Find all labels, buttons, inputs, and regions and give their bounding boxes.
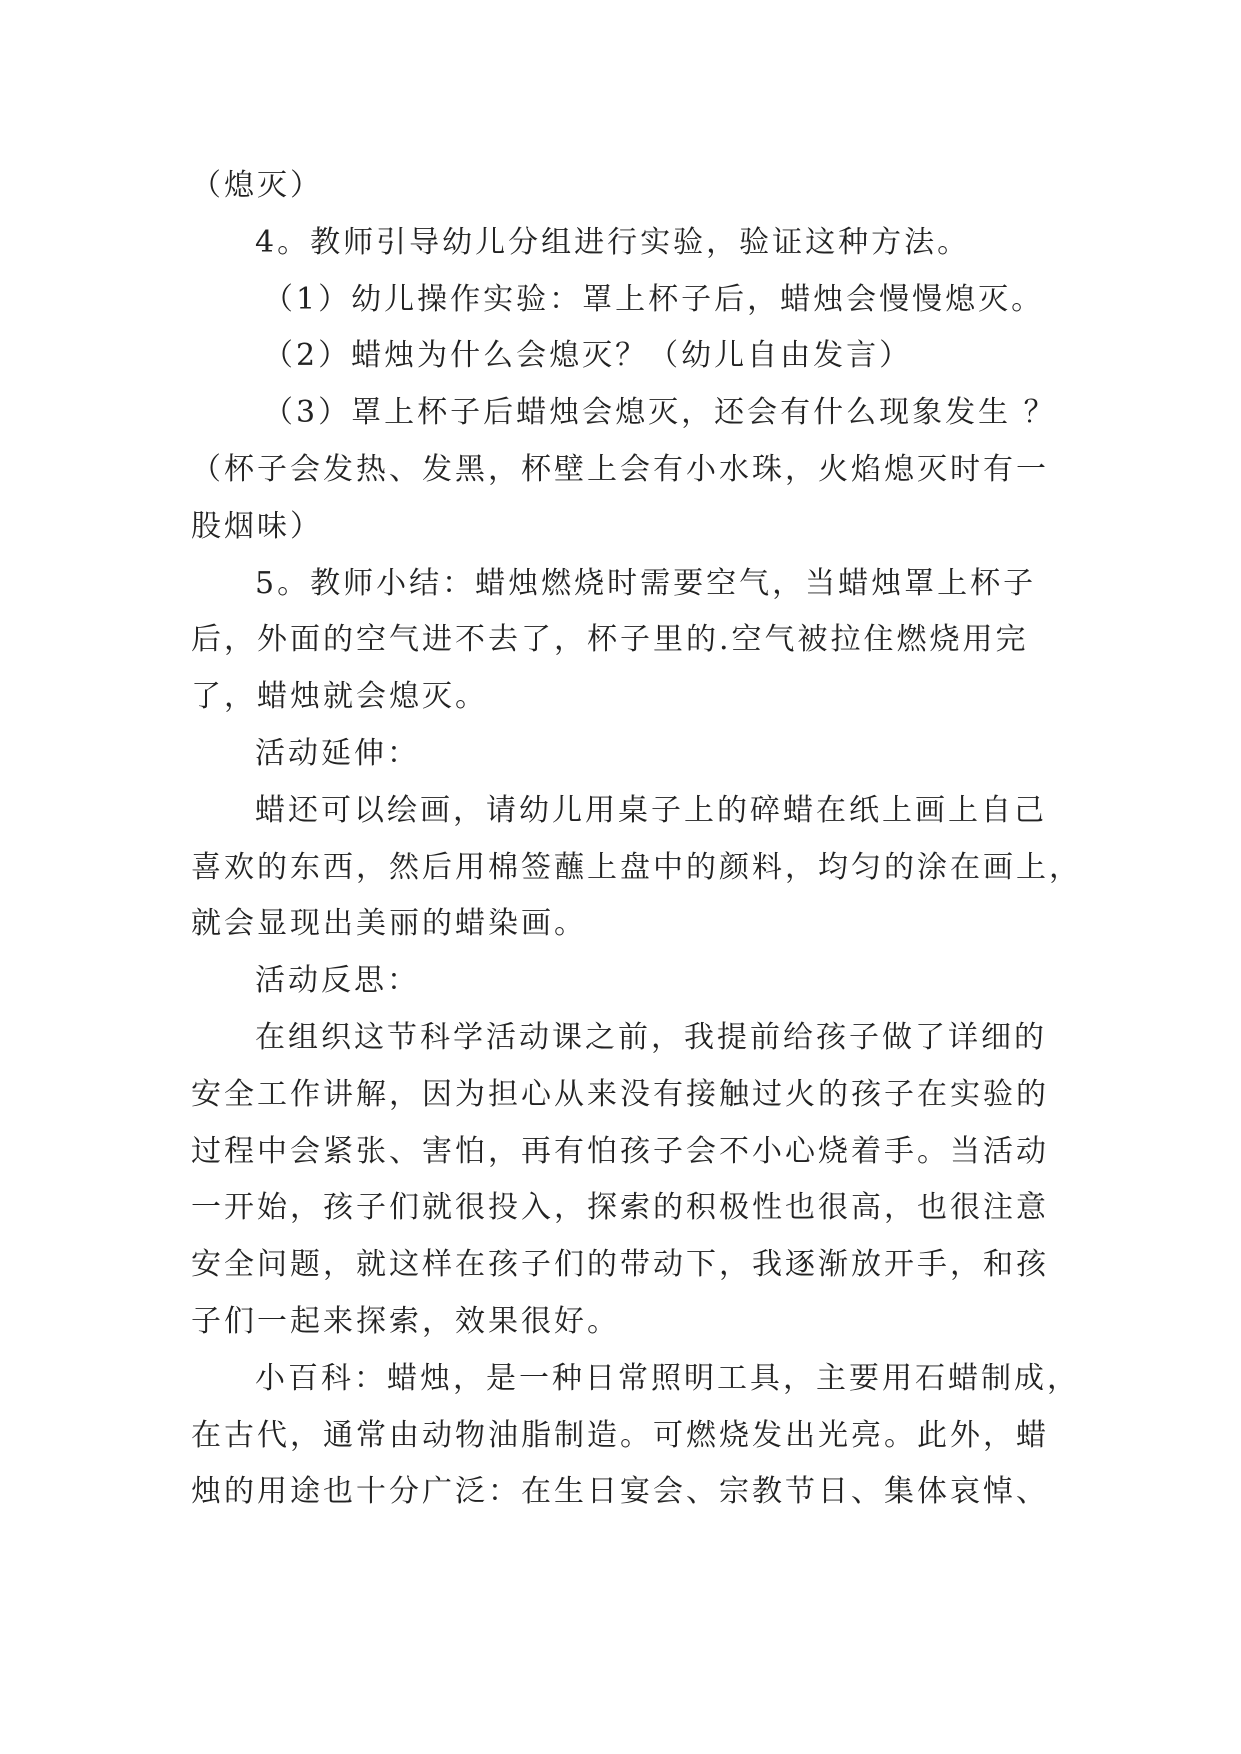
section-heading: 活动延伸：	[255, 735, 420, 771]
text-line: 蜡还可以绘画，请幼儿用桌子上的碎蜡在纸上画上自己	[255, 792, 1047, 828]
text-line: 就会显现出美丽的蜡染画。	[191, 906, 587, 942]
text-line: （杯子会发热、发黑，杯壁上会有小水珠，火焰熄灭时有一	[191, 451, 1049, 487]
text-line: 股烟味）	[191, 508, 323, 544]
text-line: 在古代，通常由动物油脂制造。可燃烧发出光亮。此外，蜡	[191, 1417, 1049, 1453]
text-line: 过程中会紧张、害怕，再有怕孩子会不小心烧着手。当活动	[191, 1133, 1049, 1169]
text-line: 安全问题，就这样在孩子们的带动下，我逐渐放开手，和孩	[191, 1247, 1049, 1283]
text-line: 了，蜡烛就会熄灭。	[191, 679, 488, 715]
text-line: 安全工作讲解，因为担心从来没有接触过火的孩子在实验的	[191, 1076, 1049, 1112]
text-line: 一开始，孩子们就很投入，探索的积极性也很高，也很注意	[191, 1190, 1049, 1226]
text-line: 小百科：蜡烛，是一种日常照明工具，主要用石蜡制成，	[255, 1360, 1080, 1396]
section-heading: 活动反思：	[255, 963, 420, 999]
text-line: （1）幼儿操作实验：罩上杯子后，蜡烛会慢慢熄灭。	[263, 281, 1045, 317]
text-line: 在组织这节科学活动课之前，我提前给孩子做了详细的	[255, 1019, 1047, 1055]
text-line: 子们一起来探索，效果很好。	[191, 1303, 620, 1339]
text-line: 喜欢的东西，然后用棉签蘸上盘中的颜料，均匀的涂在画上，	[191, 849, 1082, 885]
text-line: （3）罩上杯子后蜡烛会熄灭，还会有什么现象发生 ？	[263, 395, 1057, 431]
text-line: 烛的用途也十分广泛：在生日宴会、宗教节日、集体哀悼、	[191, 1474, 1049, 1510]
text-line: （2）蜡烛为什么会熄灭？（幼儿自由发言）	[263, 338, 913, 374]
text-line: 后，外面的空气进不去了，杯子里的.空气被拉住燃烧用完	[191, 622, 1029, 658]
text-line: 5。教师小结：蜡烛燃烧时需要空气，当蜡烛罩上杯子	[255, 565, 1037, 601]
text-line: （熄灭）	[191, 168, 323, 203]
text-line: 4。教师引导幼儿分组进行实验，验证这种方法。	[255, 224, 971, 260]
document-body	[191, 158, 1082, 1521]
